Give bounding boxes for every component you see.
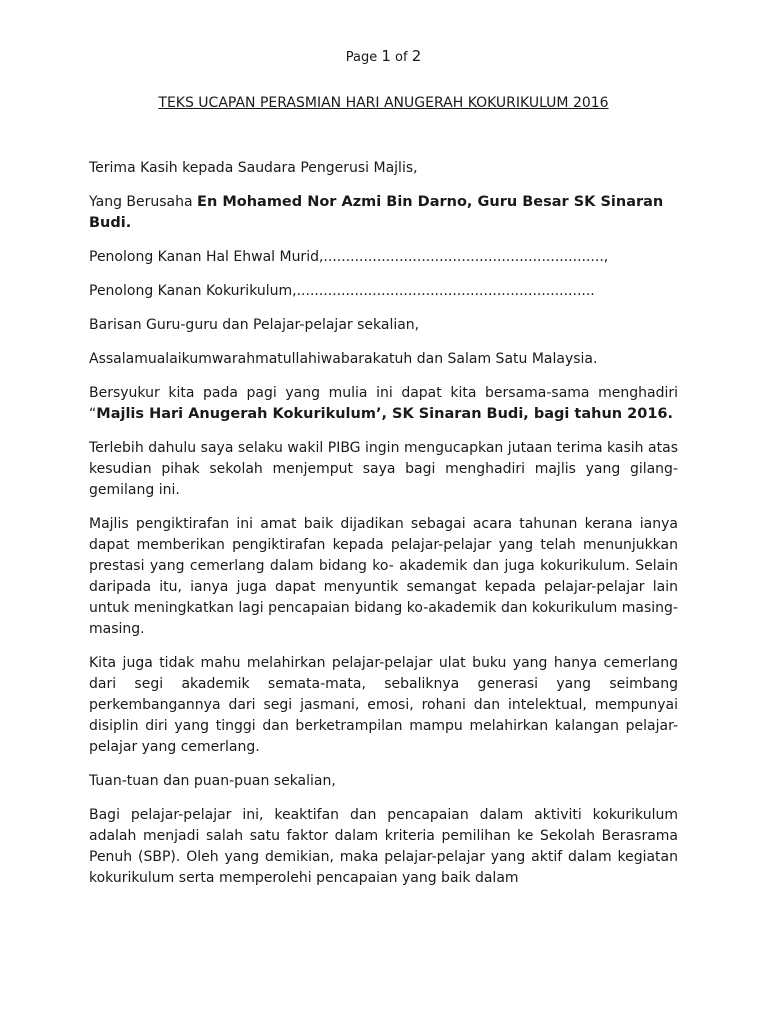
paragraph-greeting-hem: Penolong Kanan Hal Ehwal Murid,..............................................................., [89,249,609,265]
page-number-indicator [89,46,678,68]
document-page [89,0,678,1024]
paragraph-greeting-koko: Penolong Kanan Kokurikulum,................................................................... [89,283,595,299]
paragraph-bersyukur [89,383,678,425]
page-of-label: of [395,50,408,65]
greeting-prefix: Yang Berusaha [89,194,198,210]
paragraph-salam: Assalamualaikumwarahmatullahiwabarakatuh dan Salam Satu Malaysia. [89,351,598,367]
paragraph-generasi: Kita juga tidak mahu melahirkan pelajar-pelajar ulat buku yang hanya cemerlang dari segi akademik semata-mata, sebaliknya generasi yang seimbang perkembangannya dari segi jasmani, emosi, rohani dan intelektual, mempunyai disiplin diri yang tinggi dan berketrampilan mampu melahirkan kalangan pelajar-pelajar yang cemerlang. [89,655,678,755]
headmaster-name: En Mohamed Nor Azmi Bin Darno, Guru Besar SK Sinaran Budi. [89,194,664,231]
paragraph-greeting-headmaster [89,192,678,234]
document-title: TEKS UCAPAN PERASMIAN HARI ANUGERAH KOKURIKULUM 2016 [158,95,609,111]
paragraph-terima-kasih: Terlebih dahulu saya selaku wakil PIBG ingin mengucapkan jutaan terima kasih atas kesudian pihak sekolah menjemput saya bagi menghadiri majlis yang gilang-gemilang ini. [89,440,678,498]
event-name: Majlis Hari Anugerah Kokurikulum’, SK Sinaran Budi, bagi tahun 2016. [96,406,674,422]
paragraph-greeting-chair: Terima Kasih kepada Saudara Pengerusi Majlis, [89,160,418,176]
page-current: 1 [381,47,391,65]
document-body [89,158,678,902]
paragraph-sbp: Bagi pelajar-pelajar ini, keaktifan dan pencapaian dalam aktiviti kokurikulum adalah menjadi salah satu faktor dalam kriteria pemilihan ke Sekolah Berasrama Penuh (SBP). Oleh yang demikian, maka pelajar-pelajar yang aktif dalam kegiatan kokurikulum serta memperolehi pencapaian yang baik dalam [89,807,678,886]
paragraph-pengiktirafan: Majlis pengiktirafan ini amat baik dijadikan sebagai acara tahunan kerana ianya dapat memberikan pengiktirafan kepada pelajar-pelajar yang telah menunjukkan prestasi yang cemerlang dalam bidang ko- akademik dan juga kokurikulum. Selain daripada itu, ianya juga dapat menyuntik semangat kepada pelajar-pelajar lain untuk meningkatkan lagi pencapaian bidang ko-akademik dan kokurikulum masing-masing. [89,516,678,637]
page-label: Page [345,50,378,65]
paragraph-tuan-puan: Tuan-tuan dan puan-puan sekalian, [89,773,336,789]
page-total: 2 [411,47,422,65]
bersyukur-text: Bersyukur kita pada pagi yang mulia ini dapat kita bersama-sama menghadiri “ [89,385,678,422]
paragraph-greeting-audience: Barisan Guru-guru dan Pelajar-pelajar sekalian, [89,317,420,333]
